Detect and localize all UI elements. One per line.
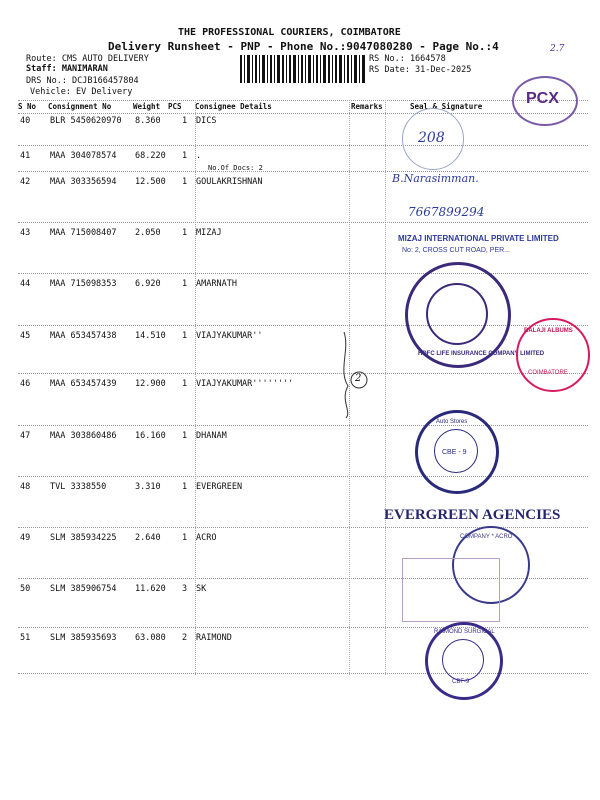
row-divider (18, 171, 588, 172)
auto-stores-stamp (415, 410, 499, 494)
row-consignee: VIAJYAKUMAR'' (196, 331, 263, 341)
route: Route: CMS AUTO DELIVERY (26, 54, 149, 64)
table-row (18, 482, 588, 494)
row-consignee: EVERGREEN (196, 482, 243, 492)
rs-date: RS Date: 31-Dec-2025 (369, 65, 472, 75)
row-weight: 8.360 (135, 116, 161, 126)
acro-text: COMPANY * ACRO (460, 534, 513, 540)
row-consignee: SK (196, 584, 207, 594)
row-sno: 41 (20, 151, 31, 161)
row-pcs: 1 (182, 279, 188, 289)
row-pcs: 1 (182, 177, 188, 187)
row-consignee: GOULAKRISHNAN (196, 177, 263, 187)
raimond-cbe: CBF-9 (452, 679, 470, 685)
row-divider (18, 627, 588, 628)
col-pcs: PCS (168, 102, 182, 111)
table-row (18, 633, 588, 645)
row-consignee: . (196, 151, 202, 161)
col-consignment: Consignment No (48, 102, 112, 111)
row-sno: 40 (20, 116, 31, 126)
pcx-text: PCX (526, 90, 559, 107)
row-pcs: 1 (182, 379, 188, 389)
raimond-text: RAIMOND SURGICAL (434, 629, 495, 635)
row-pcs: 1 (182, 151, 188, 161)
balaji-text: BALAJI ALBUMS (524, 328, 573, 334)
row-sno: 49 (20, 533, 31, 543)
row-consignee: AMARNATH (196, 279, 237, 289)
row-consignee: RAIMOND (196, 633, 232, 643)
sk-stamp-box (402, 558, 500, 622)
row-divider (18, 476, 588, 477)
row-pcs: 1 (182, 116, 188, 126)
row-weight: 68.220 (135, 151, 166, 161)
row-note: No.Of Docs: 2 (208, 164, 263, 172)
row-weight: 12.900 (135, 379, 166, 389)
row-sno: 48 (20, 482, 31, 492)
row-pcs: 1 (182, 228, 188, 238)
staff: Staff: MANIMARAN (26, 64, 108, 74)
row-pcs: 1 (182, 431, 188, 441)
row-sno: 42 (20, 177, 31, 187)
row-consignment: MAA 653457438 (50, 331, 117, 341)
col-consignee: Consignee Details (195, 102, 272, 111)
pcx-handmark: 2.7 (550, 44, 565, 54)
row-consignment: MAA 715098353 (50, 279, 117, 289)
row-weight: 3.310 (135, 482, 161, 492)
row-weight: 2.640 (135, 533, 161, 543)
row-weight: 2.050 (135, 228, 161, 238)
row-consignment: BLR 5450620970 (50, 116, 122, 126)
row-consignee: DHANAM (196, 431, 227, 441)
balaji-city: COIMBATORE (528, 370, 568, 376)
row-weight: 14.510 (135, 331, 166, 341)
name-42: B.Narasimman. (392, 172, 479, 185)
row-consignment: SLM 385906754 (50, 584, 117, 594)
row-consignment: MAA 303860486 (50, 431, 117, 441)
runsheet-subtitle: Delivery Runsheet - PNP - Phone No.:9047080280 - Page No.:4 (108, 40, 499, 53)
vehicle: Vehicle: EV Delivery (30, 87, 133, 97)
table-row (18, 116, 588, 128)
evergreen-stamp: EVERGREEN AGENCIES (384, 507, 561, 523)
col-seal: Seal & Signature (410, 102, 483, 111)
sig-40: 208 (418, 130, 445, 146)
row-divider (18, 673, 588, 674)
mizaj-stamp-line2: No: 2, CROSS CUT ROAD, PER... (402, 247, 511, 254)
table-row (18, 431, 588, 443)
col-weight: Weight (133, 102, 161, 111)
row-pcs: 2 (182, 633, 188, 643)
row-consignment: MAA 715008407 (50, 228, 117, 238)
row-consignment: MAA 303356594 (50, 177, 117, 187)
pcx-stamp (512, 76, 578, 126)
row-sno: 43 (20, 228, 31, 238)
row-pcs: 1 (182, 331, 188, 341)
company-title: THE PROFESSIONAL COURIERS, COIMBATORE (178, 27, 401, 38)
hdfc-stamp (405, 262, 545, 368)
row-consignment: TVL 3338550 (50, 482, 107, 492)
row-sno: 45 (20, 331, 31, 341)
row-pcs: 3 (182, 584, 188, 594)
table-row (18, 177, 588, 189)
row-divider (18, 273, 588, 274)
col-remarks: Remarks (351, 102, 383, 111)
row-divider (18, 222, 588, 223)
rs-number: RS No.: 1664578 (369, 54, 446, 64)
phone-42: 7667899294 (408, 205, 485, 219)
row-consignee: MIZAJ (196, 228, 222, 238)
row-divider (18, 425, 588, 426)
row-pcs: 1 (182, 482, 188, 492)
row-consignment: SLM 385935693 (50, 633, 117, 643)
cbe9-text: CBE - 9 (442, 449, 467, 456)
raimond-stamp (425, 622, 503, 700)
row-weight: 12.500 (135, 177, 166, 187)
col-sno: S No (18, 102, 37, 111)
row-weight: 11.620 (135, 584, 166, 594)
row-consignment: SLM 385934225 (50, 533, 117, 543)
num-46: 2 (355, 373, 362, 384)
row-sno: 47 (20, 431, 31, 441)
row-consignee: ACRO (196, 533, 217, 543)
barcode (240, 55, 365, 83)
row-divider (18, 145, 588, 146)
table-header (18, 100, 588, 114)
row-sno: 51 (20, 633, 31, 643)
bracket-mark (330, 330, 370, 420)
hdfc-text: HDFC LIFE INSURANCE COMPANY LIMITED (418, 351, 545, 357)
row-weight: 6.920 (135, 279, 161, 289)
mizaj-stamp-line1: MIZAJ INTERNATIONAL PRIVATE LIMITED (398, 234, 559, 243)
row-weight: 63.080 (135, 633, 166, 643)
table-row (18, 379, 588, 391)
balaji-stamp (516, 318, 590, 392)
row-consignee: DICS (196, 116, 217, 126)
row-sno: 46 (20, 379, 31, 389)
row-sno: 44 (20, 279, 31, 289)
auto-stores-text: Auto Stores (436, 419, 468, 425)
row-consignee: VIAJYAKUMAR'''''''' (196, 379, 294, 389)
row-divider (18, 373, 588, 374)
row-sno: 50 (20, 584, 31, 594)
row-consignment: MAA 653457439 (50, 379, 117, 389)
row-pcs: 1 (182, 533, 188, 543)
row-consignment: MAA 304078574 (50, 151, 117, 161)
table-row (18, 151, 588, 172)
row-weight: 16.160 (135, 431, 166, 441)
drs-number: DRS No.: DCJB166457804 (26, 76, 139, 86)
